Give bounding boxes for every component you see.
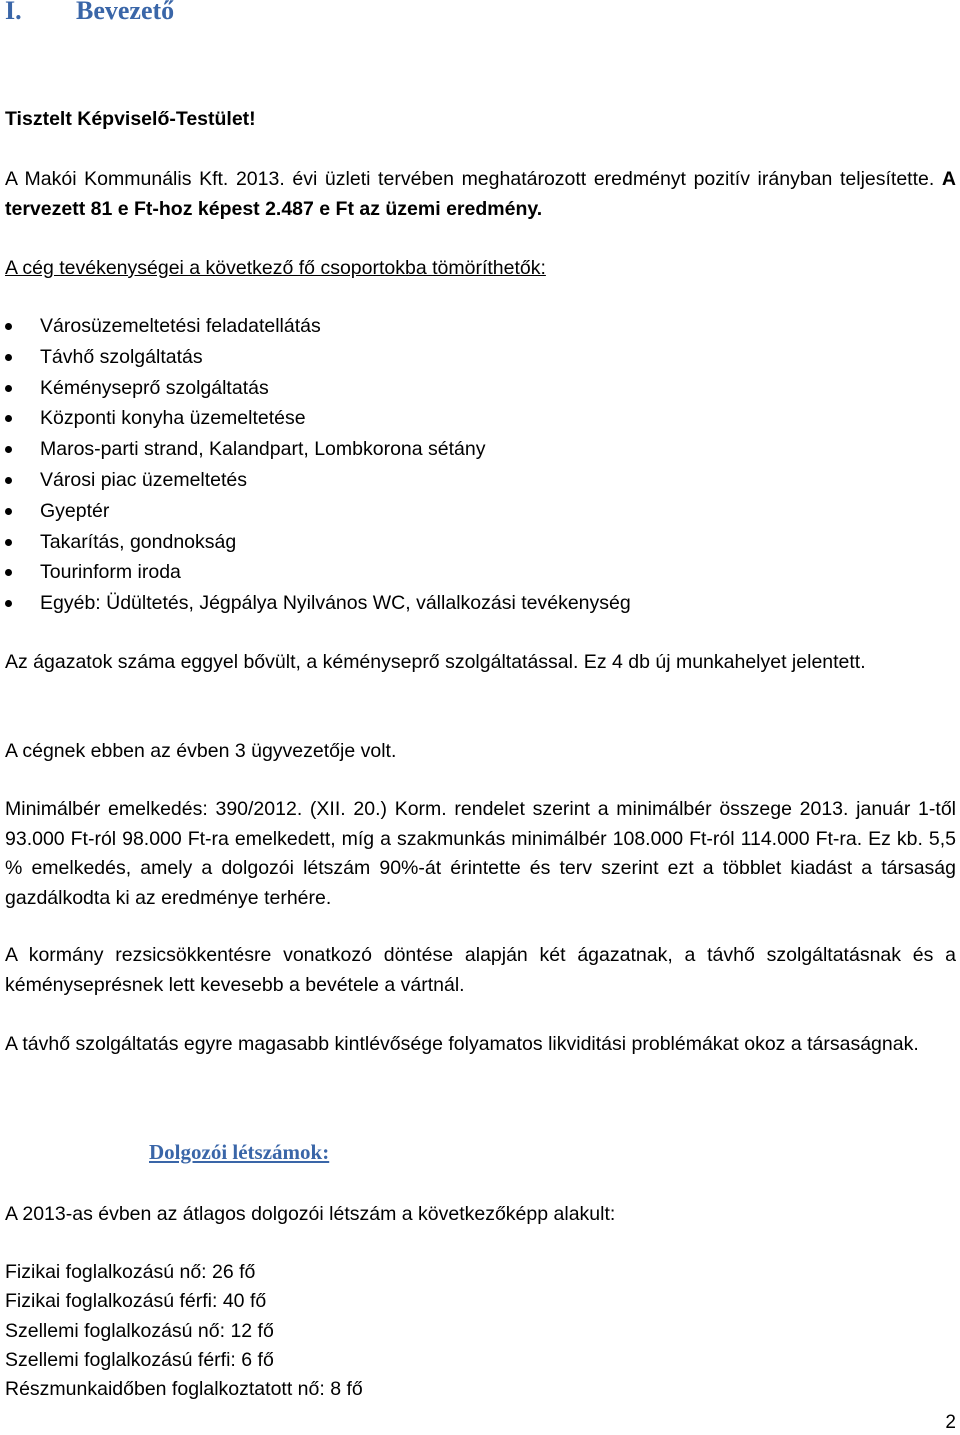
bullet-icon — [5, 415, 12, 422]
staff-list — [5, 1258, 956, 1404]
list-item: Központi konyha üzemeltetése — [0, 403, 631, 434]
bullet-icon — [5, 385, 12, 392]
list-item: Takarítás, gondnokság — [0, 527, 631, 558]
staff-line: Szellemi foglalkozású férfi: 6 fő — [5, 1348, 274, 1371]
activities-list — [0, 311, 631, 619]
list-item: Kéményseprő szolgáltatás — [0, 373, 631, 404]
list-item: Városi piac üzemeltetés — [0, 465, 631, 496]
bullet-icon — [5, 477, 12, 484]
list-item: Tourinform iroda — [0, 557, 631, 588]
page-number: 2 — [945, 1412, 956, 1433]
list-item: Gyeptér — [0, 496, 631, 527]
list-item: Egyéb: Üdültetés, Jégpálya Nyilvános WC, vállalkozási tevékenység — [0, 588, 631, 619]
intro-paragraph — [5, 165, 956, 224]
staff-intro: A 2013-as évben az átlagos dolgozói létszám a következőképp alakult: — [5, 1203, 616, 1225]
staff-line: Fizikai foglalkozású nő: 26 fő — [5, 1261, 256, 1283]
intro-sentence-2: A tervezett 81 e Ft-hoz képest 2.487 e Ft az üzemi eredmény. — [5, 168, 956, 220]
managers-paragraph: A cégnek ebben az évben 3 ügyvezetője volt. — [5, 740, 397, 762]
section-title: Bevezető — [76, 0, 175, 25]
staff-line: Részmunkaidőben foglalkoztatott nő: 8 fő — [5, 1378, 363, 1401]
activities-intro: A cég tevékenységei a következő fő csoportokba tömöríthetők: — [5, 257, 546, 279]
min-wage-paragraph: Minimálbér emelkedés: 390/2012. (XII. 20.) Korm. rendelet szerint a minimálbér összege 2013. január 1-től 93.000 Ft-ról 98.000 Ft-ra emelkedett, míg a szakmunkás minimálbér 108.000 Ft-ról 114.000 Ft-ra. Ez kb. 5,5 % emelkedés, amely a dolgozói létszám 90%-át érintette és terv szerint ezt a többlet kiadást a társaság gazdálkodta ki az eredménye terhére. — [5, 798, 956, 909]
section-number: I. — [5, 0, 22, 25]
section-heading — [5, 0, 956, 29]
staff-line: Fizikai foglalkozású férfi: 40 fő — [5, 1290, 267, 1313]
list-item: Városüzemeltetési feladatellátás — [0, 311, 631, 342]
bullet-icon — [5, 508, 12, 515]
intro-sentence-1: A Makói Kommunális Kft. 2013. évi üzleti tervében meghatározott eredményt pozitív irányban teljesítette. — [5, 168, 935, 190]
utility-cut-paragraph: A kormány rezsicsökkentésre vonatkozó döntése alapján két ágazatnak, a távhő szolgáltatásnak és a kéményseprésnek lett kevesebb a bevétele a vártnál. — [5, 944, 956, 996]
staff-heading: Dolgozói létszámok: — [149, 1140, 330, 1164]
bullet-icon — [5, 354, 12, 361]
bullet-icon — [5, 600, 12, 607]
bullet-icon — [5, 323, 12, 330]
branches-paragraph: Az ágazatok száma eggyel bővült, a kéményseprő szolgáltatással. Ez 4 db új munkahelyet jelentett. — [5, 651, 866, 673]
bullet-icon — [5, 569, 12, 576]
list-item: Maros-parti strand, Kalandpart, Lombkorona sétány — [0, 434, 631, 465]
bullet-icon — [5, 446, 12, 453]
salutation: Tisztelt Képviselő-Testület! — [5, 108, 256, 130]
staff-line: Szellemi foglalkozású nő: 12 fő — [5, 1319, 274, 1342]
receivables-paragraph: A távhő szolgáltatás egyre magasabb kintlévősége folyamatos likviditási problémákat okoz a társaságnak. — [5, 1033, 919, 1055]
list-item: Távhő szolgáltatás — [0, 342, 631, 373]
bullet-icon — [5, 539, 12, 546]
